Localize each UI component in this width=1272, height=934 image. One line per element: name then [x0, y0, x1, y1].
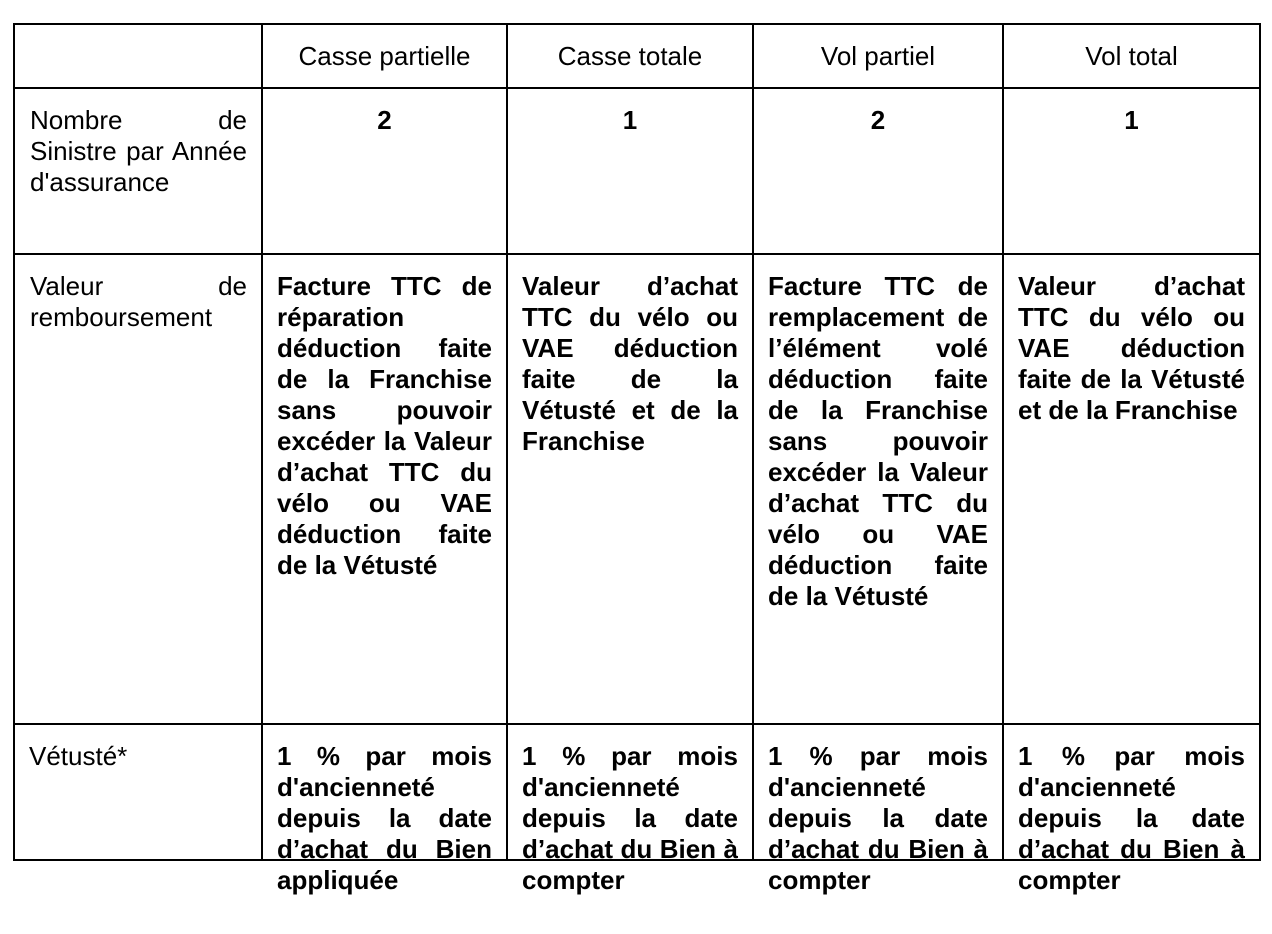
header-row [14, 24, 1260, 88]
row-label-vetuste [14, 724, 262, 860]
table-cell [753, 724, 1003, 895]
cell-text: 1 % par mois d'ancienneté depuis la date d’achat du Bien à compter [768, 741, 988, 895]
table-row [14, 724, 1260, 860]
table-cell: Facture TTC de remplacement de l’élément volé déduction faite de la Franchise sans pouvoir excéder la Valeur d’achat TTC du vélo ou VAE déduction faite de la Vétusté [753, 254, 1003, 724]
table-cell [262, 724, 507, 895]
table-cell: Valeur d’achat TTC du vélo ou VAE déduction faite de la Vétusté et de la Franchise [507, 254, 753, 724]
column-header-vol-total: Vol total [1003, 24, 1260, 88]
table-cell: 2 [753, 88, 1003, 254]
column-header-vol-partiel: Vol partiel [753, 24, 1003, 88]
table-cell [507, 724, 753, 895]
cell-text: 1 % par mois d'ancienneté depuis la date d’achat du Bien appliquée [277, 741, 492, 895]
table-cell: 1 [507, 88, 753, 254]
column-header-casse-partielle: Casse partielle [262, 24, 507, 88]
table-cell: 1 [1003, 88, 1260, 254]
table-row [14, 254, 1260, 724]
cell-text: 1 % par mois d'ancienneté depuis la date d’achat du Bien à compter [1018, 741, 1245, 895]
table-cell: Valeur d’achat TTC du vélo ou VAE déduction faite de la Vétusté et de la Franchise [1003, 254, 1260, 724]
cell-text: 1 % par mois d'ancienneté depuis la date d’achat du Bien à compter [522, 741, 738, 895]
row-label-valeur-remboursement: Valeur de remboursement [14, 254, 262, 724]
table-cell: 2 [262, 88, 507, 254]
table-cell: Facture TTC de réparation déduction faite de la Franchise sans pouvoir excéder la Valeur d’achat TTC du vélo ou VAE déduction faite de la Vétusté [262, 254, 507, 724]
table-cell [1003, 724, 1260, 895]
corner-cell [14, 24, 262, 88]
table-row [14, 88, 1260, 254]
column-header-casse-totale: Casse totale [507, 24, 753, 88]
row-label-nombre-sinistres: Nombre de Sinistre par Année d'assurance [14, 88, 262, 254]
coverage-table [13, 23, 1261, 895]
cell-clip: Vétusté* [29, 741, 128, 771]
